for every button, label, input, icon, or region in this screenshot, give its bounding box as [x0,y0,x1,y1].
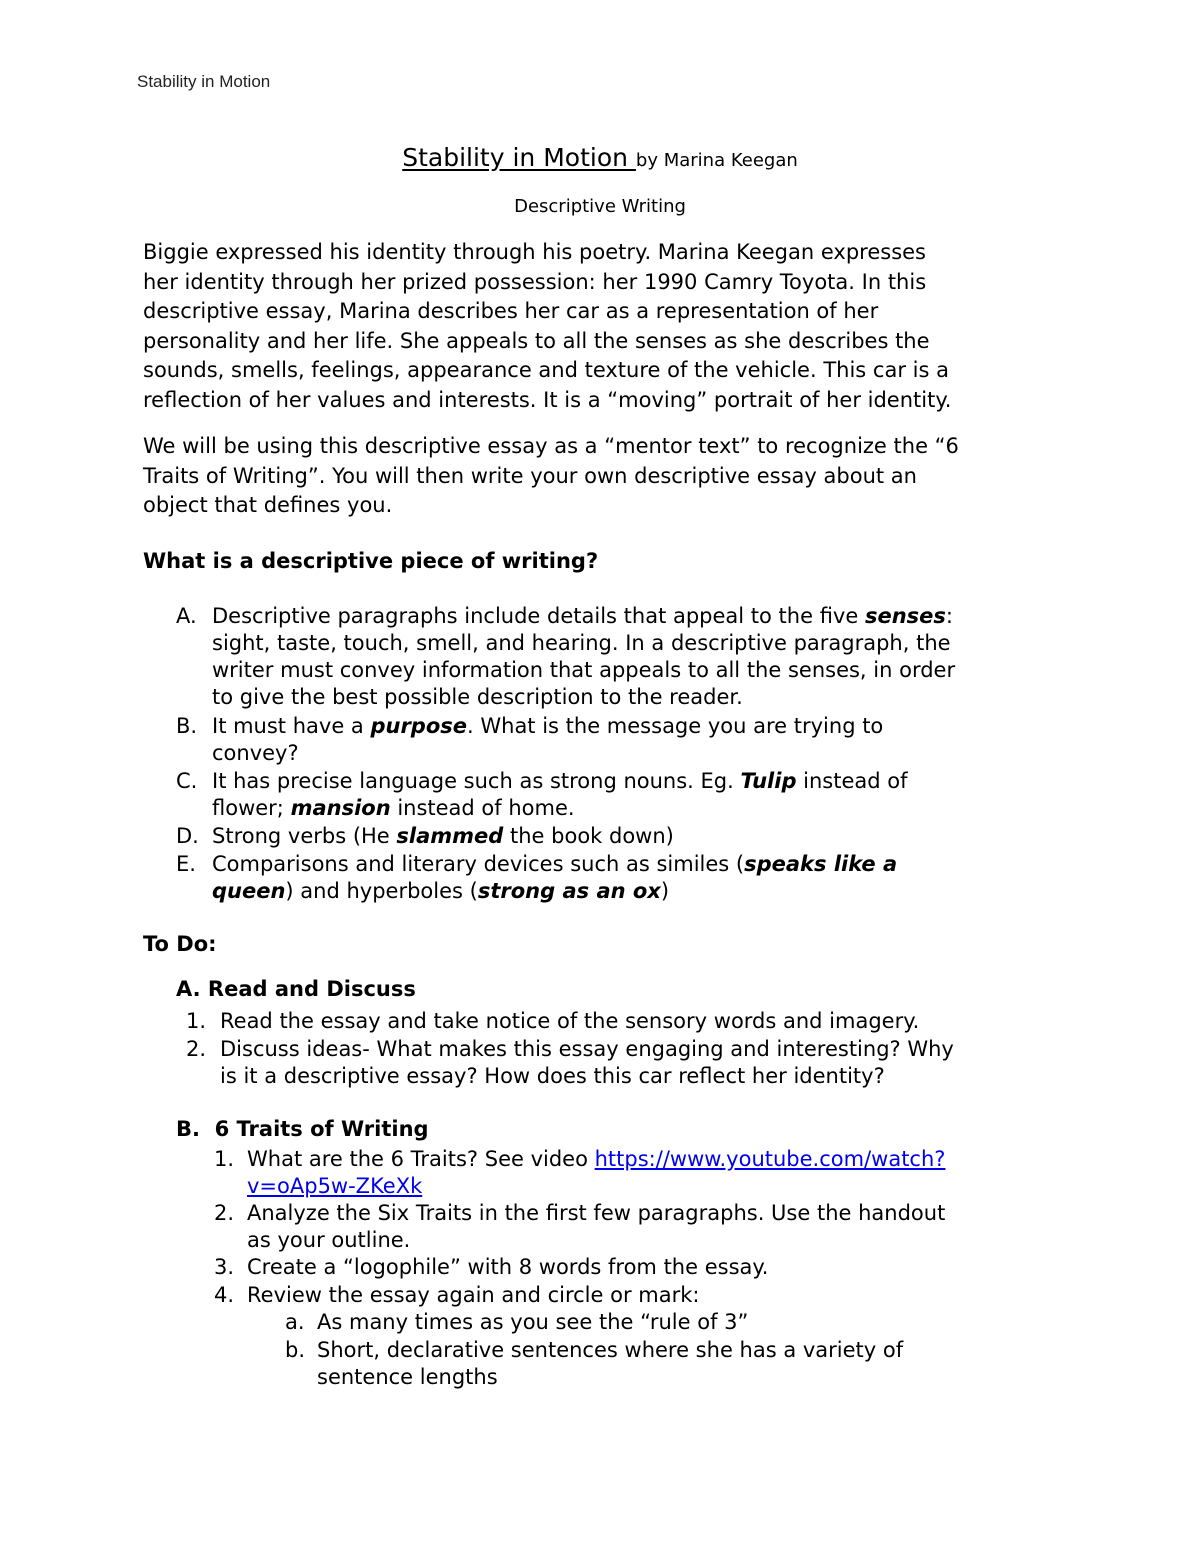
text-line: her identity through her prized possession: her 1990 Camry Toyota. In this [143,269,927,294]
list-item-text [212,823,1092,850]
list-item-text [212,768,1092,822]
emphasis: mansion [290,796,391,820]
list-item-text [212,851,1092,905]
text-line: Read the essay and take notice of the sensory words and imagery. [220,1009,920,1033]
text-line: writer must convey information that appeals to all the senses, in order [212,658,956,682]
text-line: is it a descriptive essay? How does this car reflect her identity? [220,1064,885,1088]
text-line: as your outline. [247,1228,411,1252]
list-item-text [317,1309,1117,1336]
text: ) and hyperboles ( [285,879,478,903]
text: What are the 6 Traits? See video [247,1147,595,1171]
list-marker: 2. [186,1037,207,1061]
text: instead of [796,769,908,793]
text: : [945,604,953,628]
emphasis: slammed [396,824,504,848]
list-marker: 4. [214,1283,235,1307]
text-line: to give the best possible description to the reader. [212,685,743,709]
subsection-heading-read-discuss: A. Read and Discuss [176,977,416,1001]
title-byline: by Marina Keegan [635,150,798,171]
text: It has precise language such as strong nouns. Eg. [212,769,741,793]
list-item-text [247,1146,1107,1200]
section-heading-todo: To Do: [143,932,217,956]
subsection-heading-six-traits: B. 6 Traits of Writing [176,1117,429,1141]
text-line: object that defines you. [143,493,393,518]
video-link-continued[interactable]: v=oAp5w-ZKeXk [247,1174,423,1198]
text-line: sentence lengths [317,1365,498,1389]
running-header: Stability in Motion [137,72,271,91]
list-item-text [220,1008,1100,1035]
list-marker: 1. [214,1147,235,1171]
text: ) [660,879,670,903]
text-line: Analyze the Six Traits in the first few paragraphs. Use the handout [247,1201,946,1225]
title-main: Stability in Motion [402,143,636,172]
list-marker: A. [176,604,197,628]
text-line: Create a “logophile” with 8 words from the essay. [247,1255,769,1279]
list-marker: E. [176,852,196,876]
document-title [0,143,1200,172]
text: the book down) [503,824,674,848]
text: instead of home. [390,796,575,820]
list-marker: D. [176,824,199,848]
list-item-text [317,1337,1117,1391]
list-marker: a. [285,1310,305,1334]
list-item-text [247,1282,1107,1309]
text-line: reflection of her values and interests. It is a “moving” portrait of her identity. [143,387,952,412]
text-line: personality and her life. She appeals to all the senses as she describes the [143,328,930,353]
text: Strong verbs (He [212,824,397,848]
emphasis: Tulip [740,769,797,793]
list-marker: B. [176,714,198,738]
text-line: Review the essay again and circle or mark: [247,1283,700,1307]
list-marker: b. [285,1338,306,1362]
text: flower; [212,796,291,820]
list-item-text [247,1200,1107,1254]
text: It must have a [212,714,371,738]
text: Descriptive paragraphs include details that appeal to the five [212,604,865,628]
text-line: As many times as you see the “rule of 3” [317,1310,749,1334]
text-line: Traits of Writing”. You will then write your own descriptive essay about an [143,463,917,488]
list-item-text [247,1254,1107,1281]
emphasis: purpose [370,714,468,738]
list-marker: 1. [186,1009,207,1033]
text-line: sounds, smells, feelings, appearance and texture of the vehicle. This car is a [143,358,949,383]
video-link[interactable]: https://www.youtube.com/watch? [594,1147,946,1171]
text-line: sight, taste, touch, smell, and hearing. In a descriptive paragraph, the [212,631,951,655]
list-item-text [220,1036,1100,1090]
text-line: Discuss ideas- What makes this essay engaging and interesting? Why [220,1037,954,1061]
list-marker: C. [176,769,198,793]
section-heading-descriptive: What is a descriptive piece of writing? [143,549,599,573]
intro-paragraph-1 [143,238,1073,416]
text-line: We will be using this descriptive essay as a “mentor text” to recognize the “6 [143,434,959,458]
emphasis: strong as an ox [477,879,661,903]
text-line: Biggie expressed his identity through his poetry. Marina Keegan expresses [143,240,926,264]
list-marker: 2. [214,1201,235,1225]
emphasis: queen [212,879,286,903]
text: . What is the message you are trying to [467,714,884,738]
emphasis: speaks like a [744,852,898,876]
emphasis: senses [864,604,946,628]
text-line: Short, declarative sentences where she has a variety of [317,1338,904,1362]
text: Comparisons and literary devices such as similes ( [212,852,745,876]
text-line: descriptive essay, Marina describes her car as a representation of her [143,299,879,324]
intro-paragraph-2 [143,432,1073,521]
list-marker: 3. [214,1255,235,1279]
text-line: convey? [212,741,299,765]
list-item-text [212,713,1092,767]
list-item-text [212,603,1092,711]
document-subtitle: Descriptive Writing [514,196,686,217]
